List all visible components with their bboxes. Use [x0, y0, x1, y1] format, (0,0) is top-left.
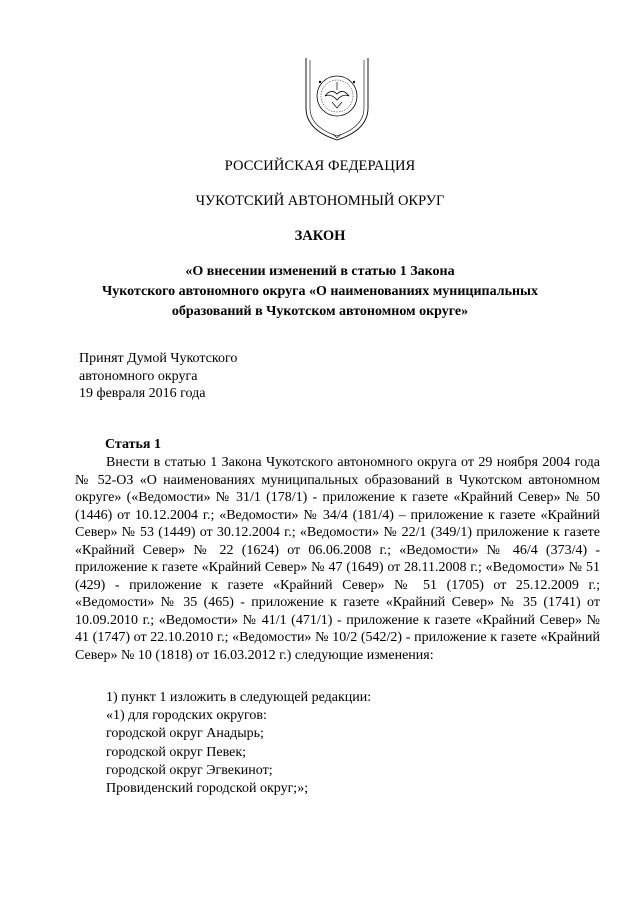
list-item: городской округ Анадырь; [106, 726, 264, 742]
adoption-date: 19 февраля 2016 года [79, 386, 206, 401]
adoption-line: Принят Думой Чукотского [79, 351, 238, 366]
law-title [0, 262, 640, 322]
list-item: «1) для городских округов: [106, 708, 267, 724]
header-country: РОССИЙСКАЯ ФЕДЕРАЦИЯ [224, 158, 416, 174]
law-title-line: «О внесении изменений в статью 1 Закона [185, 264, 455, 279]
changes-list [106, 689, 371, 798]
coat-of-arms-emblem-icon [298, 52, 376, 144]
list-item: городской округ Певек; [106, 744, 247, 760]
adoption-note [79, 350, 237, 403]
law-title-line: Чукотского автономного округа «О наименованиях муниципальных [102, 284, 538, 299]
article-title: Статья 1 [105, 437, 161, 452]
article-body: Внести в статью 1 Закона Чукотского автономного округа от 29 ноября 2004 года № 52-ОЗ «О наименованиях муниципальных образований в Чукотском автономном округе» («Ведомости» № 31/1 (178/1) - приложение к газете «Крайний Север» № 50 (1446) от 10.12.2004 г.; «Ведомости» № 34/4 (181/4) – приложение к газете «Крайний Север» № 53 (1449) от 30.12.2004 г.; «Ведомости» № 22/1 (349/1) приложение к газете «Крайний Север» № 22 (1624) от 06.06.2008 г.; «Ведомости» № 46/4 (373/4) - приложение к газете «Крайний Север» № 47 (1649) от 28.11.2008 г.; «Ведомости» № 51 (429) - приложение к газете «Крайний Север» № 51 (1705) от 25.12.2009 г.; «Ведомости» № 35 (465) - приложение к газете «Крайний Север» № 35 (1741) от 10.09.2010 г.; «Ведомости» № 41/1 (471/1) - приложение к газете «Крайний Север» № 41 (1747) от 22.10.2010 г.; «Ведомости» № 10/2 (542/2) - приложение к газете «Крайний Север» № 10 (1818) от 16.03.2012 г.) следующие изменения: [75, 455, 600, 663]
header-region: ЧУКОТСКИЙ АВТОНОМНЫЙ ОКРУГ [195, 193, 445, 209]
document-type: ЗАКОН [294, 228, 346, 244]
list-item: Провиденский городской округ;»; [106, 781, 309, 797]
list-item: 1) пункт 1 изложить в следующей редакции: [106, 690, 372, 705]
adoption-line: автономного округа [79, 368, 198, 384]
list-item: городской округ Эгвекинот; [106, 762, 273, 778]
law-title-line: образований в Чукотском автономном округе» [171, 304, 469, 319]
